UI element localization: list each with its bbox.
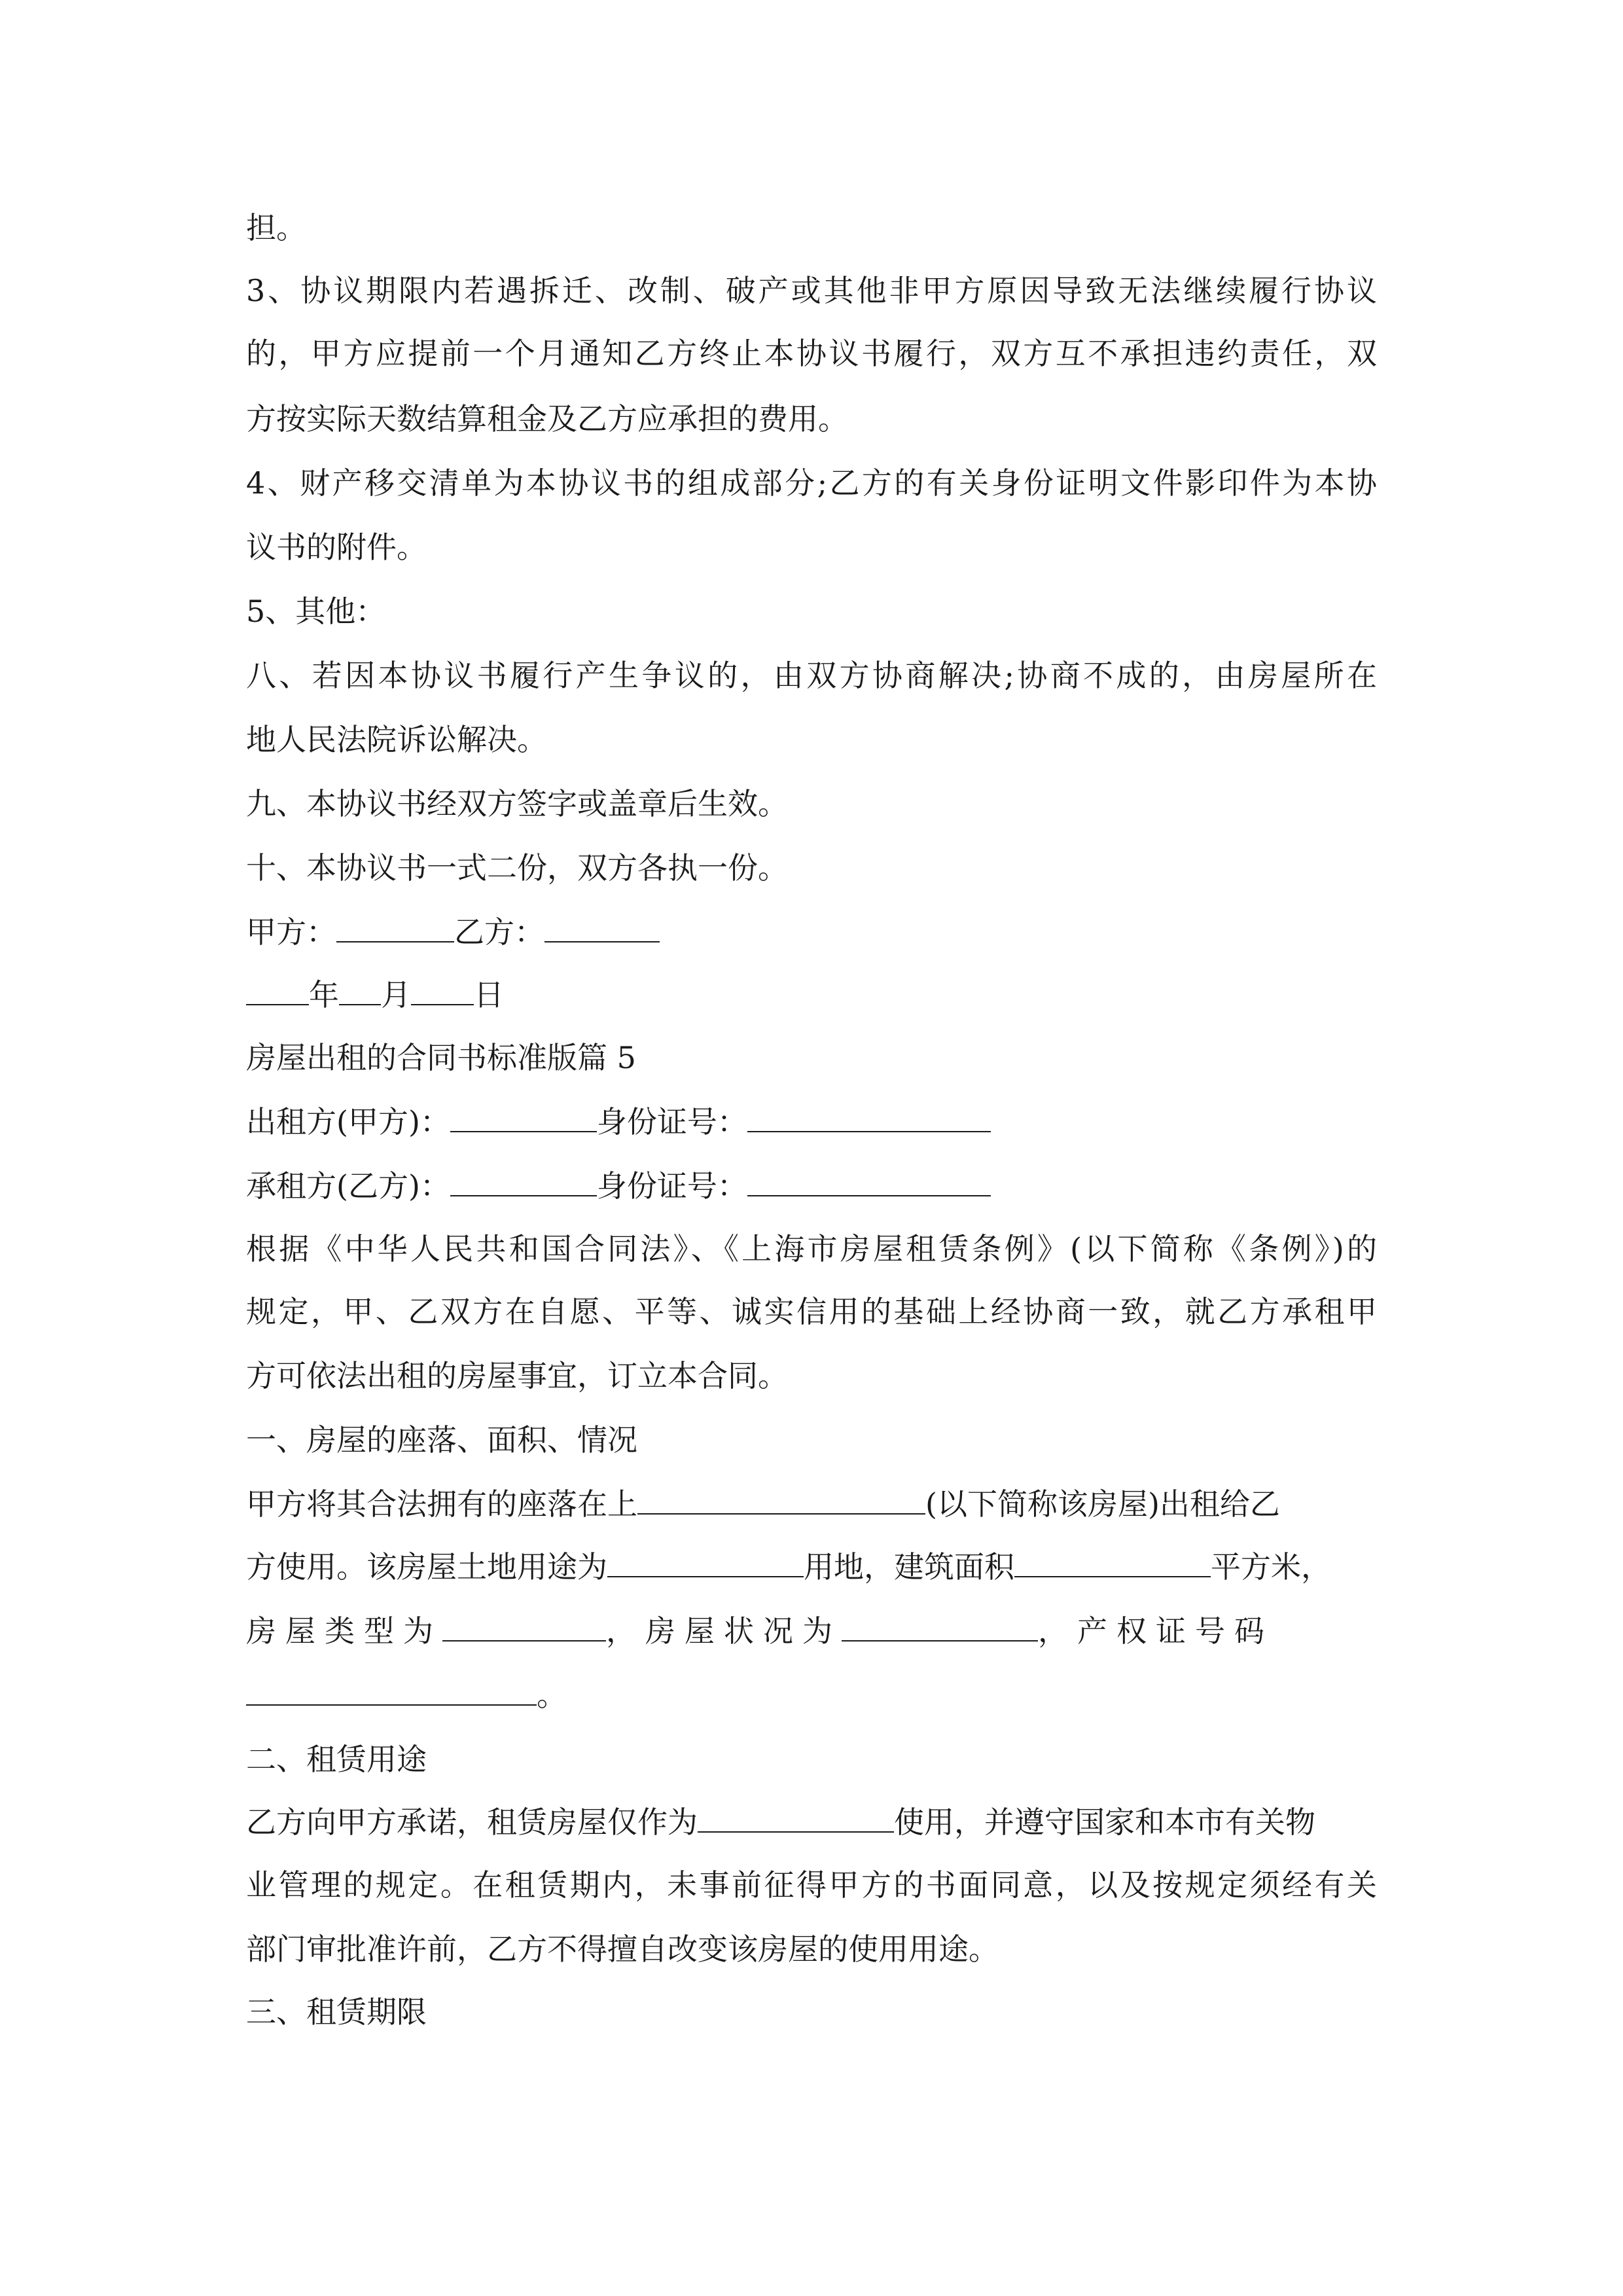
date-line: [246, 975, 504, 1014]
signature-line: [246, 912, 660, 952]
lessor-id-label: 身份证号：: [596, 1104, 747, 1139]
text-line: 十、本协议书一式二份，双方各执一份。: [246, 850, 788, 886]
text-line: 担。: [246, 210, 306, 245]
text-line: 4、财产移交清单为本协议书的组成部分;乙方的有关身份证明文件影印件为本协: [246, 465, 1377, 501]
section1-line: [246, 1547, 1331, 1587]
section1-text: 用地，建筑面积: [804, 1549, 1014, 1585]
party-b-blank: [544, 912, 660, 942]
property-cert-blank: [246, 1676, 537, 1706]
text-line: 九、本协议书经双方签字或盖章后生效。: [246, 786, 788, 821]
contract-title: 房屋出租的合同书标准版篇 5: [246, 1040, 636, 1075]
section2-line: 业管理的规定。在租赁期内，未事前征得甲方的书面同意，以及按规定须经有关: [246, 1867, 1377, 1903]
lessee-line: [246, 1166, 991, 1206]
land-use-blank: [607, 1547, 804, 1577]
day-blank: [411, 975, 474, 1005]
section-heading: 三、租赁期限: [246, 1994, 427, 2030]
section1-line: [246, 1611, 1274, 1651]
section1-line: [246, 1484, 1280, 1524]
party-a-label: 甲方：: [246, 914, 336, 950]
party-b-label: 乙方：: [454, 914, 544, 950]
section2-text: 乙方向甲方承诺，租赁房屋仅作为: [246, 1804, 698, 1840]
text-line: 5、其他：: [246, 594, 386, 629]
section2-line: [246, 1803, 1315, 1842]
lessor-name-blank: [450, 1102, 597, 1132]
section1-text: (以下简称该房屋)出租给乙: [925, 1486, 1280, 1522]
year-blank: [246, 975, 309, 1005]
party-a-blank: [336, 912, 454, 942]
lessor-line: [246, 1102, 991, 1141]
usage-blank: [698, 1803, 894, 1833]
lessor-label: 出租方(甲方)：: [246, 1104, 450, 1139]
text-line: 议书的附件。: [246, 529, 427, 565]
section1-text: 。: [537, 1677, 567, 1713]
section1-text: 房屋类型为: [246, 1613, 442, 1649]
section-heading: 一、房屋的座落、面积、情况: [246, 1422, 637, 1458]
section2-text: 使用，并遵守国家和本市有关物: [894, 1804, 1315, 1840]
text-line: 方按实际天数结算租金及乙方应承担的费用。: [246, 401, 848, 437]
location-blank: [637, 1484, 925, 1515]
text-line: 地人民法院诉讼解决。: [246, 722, 547, 757]
lessee-id-blank: [747, 1166, 991, 1196]
lessor-id-blank: [747, 1102, 991, 1132]
month-blank: [339, 975, 381, 1005]
section-heading: 二、租赁用途: [246, 1742, 427, 1777]
intro-line: 方可依法出租的房屋事宜，订立本合同。: [246, 1358, 788, 1393]
house-type-blank: [442, 1611, 606, 1641]
text-line: 3、协议期限内若遇拆迁、改制、破产或其他非甲方原因导致无法继续履行协议: [246, 273, 1377, 308]
section1-text: ，房屋状况为: [606, 1613, 842, 1649]
house-status-blank: [842, 1611, 1038, 1641]
text-line: 的，甲方应提前一个月通知乙方终止本协议书履行，双方互不承担违约责任，双: [246, 336, 1377, 371]
intro-line: 规定，甲、乙双方在自愿、平等、诚实信用的基础上经协商一致，就乙方承租甲: [246, 1294, 1377, 1329]
section1-text: 平方米，: [1211, 1549, 1331, 1585]
section1-text: ，产权证号码: [1038, 1613, 1274, 1649]
lessee-label: 承租方(乙方)：: [246, 1168, 450, 1204]
section1-line: [246, 1676, 567, 1715]
intro-line: 根据《中华人民共和国合同法》、《上海市房屋租赁条例》(以下简称《条例》)的: [246, 1231, 1377, 1266]
month-label: 月: [381, 977, 411, 1013]
lessee-id-label: 身份证号：: [596, 1168, 747, 1204]
section2-line: 部门审批准许前，乙方不得擅自改变该房屋的使用用途。: [246, 1931, 999, 1967]
text-line: 八、若因本协议书履行产生争议的，由双方协商解决;协商不成的，由房屋所在: [246, 658, 1377, 693]
year-label: 年: [309, 977, 339, 1013]
day-label: 日: [474, 977, 504, 1013]
section1-text: 方使用。该房屋土地用途为: [246, 1549, 607, 1585]
section1-text: 甲方将其合法拥有的座落在上: [246, 1486, 637, 1522]
lessee-name-blank: [450, 1166, 597, 1196]
area-blank: [1014, 1547, 1211, 1577]
